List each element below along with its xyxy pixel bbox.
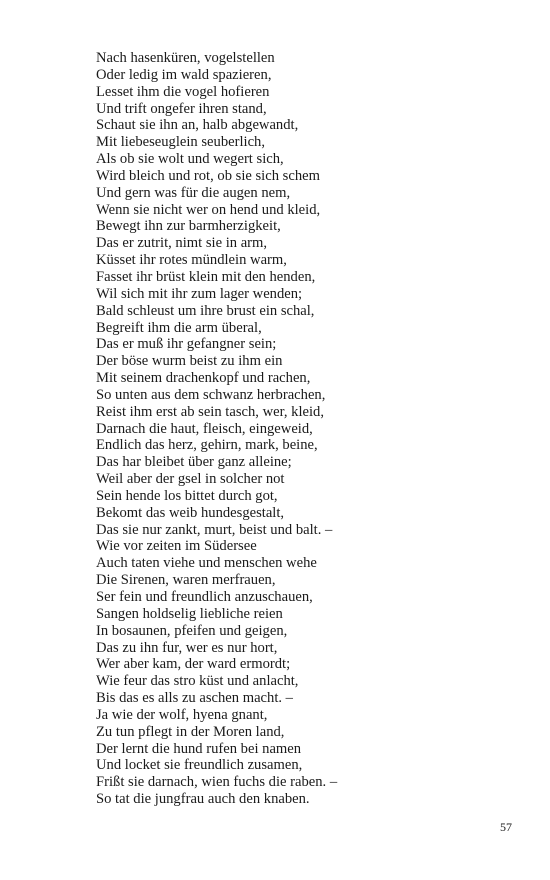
poem-line: So unten aus dem schwanz herbrachen,	[96, 386, 326, 403]
poem-line: Die Sirenen, waren merfrauen,	[96, 572, 276, 589]
poem-line: Das sie nur zankt, murt, beist und balt. –	[96, 521, 333, 538]
poem-line: Sangen holdselig liebliche reien	[96, 605, 283, 622]
poem-line: Frißt sie darnach, wien fuchs die raben. –	[96, 774, 338, 791]
poem-line: Bald schleust um ihre brust ein schal,	[96, 302, 315, 319]
poem-line: In bosaunen, pfeifen und geigen,	[96, 622, 288, 639]
poem-line: Nach hasenküren, vogelstellen	[96, 50, 275, 66]
poem-line: Mit liebeseuglein seuberlich,	[96, 134, 265, 151]
poem-line: Bekomt das weib hundesgestalt,	[96, 504, 285, 521]
poem-line: Und trift ongefer ihren stand,	[96, 100, 267, 117]
poem-line: Endlich das herz, gehirn, mark, beine,	[96, 437, 318, 454]
poem-line: Mit seinem drachenkopf und rachen,	[96, 370, 311, 387]
poem-line: Und gern was für die augen nem,	[96, 184, 291, 201]
poem-line: Fasset ihr brüst klein mit den henden,	[96, 268, 316, 285]
poem-line: Weil aber der gsel in solcher not	[96, 471, 285, 488]
poem-line: Der böse wurm beist zu ihm ein	[96, 353, 283, 370]
poem-line: Und locket sie freundlich zusamen,	[96, 757, 303, 774]
poem-line: Das er zutrit, nimt sie in arm,	[96, 235, 268, 252]
poem-line: Küsset ihr rotes mündlein warm,	[96, 252, 287, 269]
poem-line: Wil sich mit ihr zum lager wenden;	[96, 285, 303, 302]
poem-line: Ser fein und freundlich anzuschauen,	[96, 589, 313, 605]
poem-line: Oder ledig im wald spazieren,	[96, 66, 272, 83]
poem-line: Begreift ihm die arm überal,	[96, 319, 262, 336]
poem-text	[96, 50, 516, 808]
poem-line: Der lernt die hund rufen bei namen	[96, 740, 302, 757]
poem-line: Wer aber kam, der ward ermordt;	[96, 656, 291, 673]
poem-line: Wenn sie nicht wer on hend und kleid,	[96, 201, 321, 218]
poem-line: Als ob sie wolt und wegert sich,	[96, 151, 284, 168]
poem-line: So tat die jungfrau auch den knaben.	[96, 791, 310, 808]
poem-line: Sein hende los bittet durch got,	[96, 487, 278, 504]
poem-line: Wird bleich und rot, ob sie sich schem	[96, 167, 320, 184]
poem-line: Bis das es alls zu aschen macht. –	[96, 690, 293, 707]
poem-line: Schaut sie ihn an, halb abgewandt,	[96, 117, 299, 134]
poem-line: Auch taten viehe und menschen wehe	[96, 555, 317, 572]
poem-line: Bewegt ihn zur barmherzigkeit,	[96, 218, 281, 235]
page-number: 57	[500, 820, 512, 834]
poem-line: Darnach die haut, fleisch, eingeweid,	[96, 420, 313, 437]
poem-line: Das zu ihn fur, wer es nur hort,	[96, 639, 278, 656]
poem-line: Reist ihm erst ab sein tasch, wer, kleid,	[96, 403, 324, 420]
poem-line: Zu tun pflegt in der Moren land,	[96, 723, 285, 740]
poem-line: Wie vor zeiten im Südersee	[96, 538, 257, 555]
poem-line: Das er muß ihr gefangner sein;	[96, 336, 277, 353]
poem-line: Wie feur das stro küst und anlacht,	[96, 673, 299, 690]
poem-line: Das har bleibet über ganz alleine;	[96, 454, 292, 471]
poem-line: Lesset ihm die vogel hofieren	[96, 83, 270, 100]
poem-line: Ja wie der wolf, hyena gnant,	[96, 706, 268, 723]
